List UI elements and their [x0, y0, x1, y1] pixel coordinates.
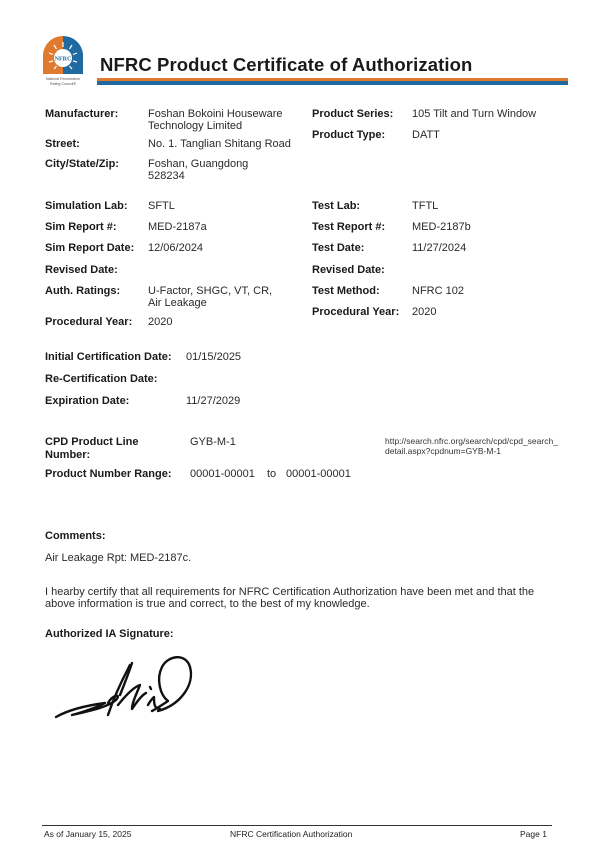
sim-report-label: Sim Report #: — [45, 221, 117, 233]
simulation-lab-value: SFTL — [148, 200, 175, 212]
nfrc-logo — [40, 34, 86, 88]
test-procedural-year-label: Procedural Year: — [312, 306, 400, 318]
range-to-value: 00001-00001 — [286, 468, 351, 480]
recertification-label: Re-Certification Date: — [45, 373, 158, 385]
cpd-url-line1[interactable]: http://search.nfrc.org/search/cpd/cpd_search_ — [385, 436, 558, 446]
city-value-line2: 528234 — [148, 170, 185, 182]
signature-image — [50, 645, 200, 725]
cpd-line-label-line1: CPD Product Line — [45, 436, 139, 448]
auth-ratings-value-line1: U-Factor, SHGC, VT, CR, — [148, 285, 273, 297]
sim-procedural-year-label: Procedural Year: — [45, 316, 133, 328]
sim-report-value: MED-2187a — [148, 221, 207, 233]
signature-label: Authorized IA Signature: — [45, 628, 174, 640]
test-method-value: NFRC 102 — [412, 285, 464, 297]
test-revised-date-label: Revised Date: — [312, 264, 385, 276]
footer-page-number: Page 1 — [520, 829, 547, 839]
sim-revised-date-label: Revised Date: — [45, 264, 118, 276]
test-date-label: Test Date: — [312, 242, 365, 254]
initial-certification-label: Initial Certification Date: — [45, 351, 172, 363]
test-method-label: Test Method: — [312, 285, 380, 297]
range-from-value: 00001-00001 — [190, 468, 255, 480]
street-value: No. 1. Tanglian Shitang Road — [148, 138, 291, 150]
simulation-lab-label: Simulation Lab: — [45, 200, 128, 212]
signature-icon — [50, 645, 200, 725]
svg-text:Rating Council®: Rating Council® — [49, 82, 77, 86]
auth-ratings-value-line2: Air Leakage — [148, 297, 207, 309]
sim-procedural-year-value: 2020 — [148, 316, 173, 328]
product-series-value: 105 Tilt and Turn Window — [412, 108, 537, 120]
footer-date: As of January 15, 2025 — [44, 829, 132, 839]
cpd-url-line2[interactable]: detail.aspx?cpdnum=GYB-M-1 — [385, 446, 501, 456]
comments-label: Comments: — [45, 530, 106, 542]
city-value-line1: Foshan, Guangdong — [148, 158, 249, 170]
certify-statement-line2: above information is true and correct, to the best of my knowledge. — [45, 598, 370, 610]
cpd-url-link[interactable] — [385, 436, 558, 456]
expiration-value: 11/27/2029 — [186, 395, 241, 407]
range-to-word: to — [267, 468, 277, 480]
nfrc-logo-icon — [40, 34, 86, 88]
test-date-value: 11/27/2024 — [412, 242, 467, 254]
cpd-line-number-value: GYB-M-1 — [190, 436, 236, 448]
product-number-range-label: Product Number Range: — [45, 468, 172, 480]
street-label: Street: — [45, 138, 80, 150]
city-label: City/State/Zip: — [45, 158, 119, 170]
manufacturer-value-line2: Technology Limited — [148, 120, 243, 132]
cpd-line-label-line2: Number: — [45, 449, 91, 461]
comments-text: Air Leakage Rpt: MED-2187c. — [45, 552, 192, 564]
test-lab-value: TFTL — [412, 200, 439, 212]
svg-text:National Fenestration: National Fenestration — [45, 77, 81, 81]
test-lab-label: Test Lab: — [312, 200, 361, 212]
test-report-value: MED-2187b — [412, 221, 471, 233]
page-title: NFRC Product Certificate of Authorization — [100, 54, 473, 75]
test-procedural-year-value: 2020 — [412, 306, 437, 318]
header-rule-blue — [97, 81, 568, 85]
manufacturer-label: Manufacturer: — [45, 108, 119, 120]
footer-divider — [42, 825, 552, 826]
expiration-label: Expiration Date: — [45, 395, 130, 407]
manufacturer-value-line1: Foshan Bokoini Houseware — [148, 108, 283, 120]
auth-ratings-label: Auth. Ratings: — [45, 285, 121, 297]
test-report-label: Test Report #: — [312, 221, 386, 233]
svg-text:NFRC: NFRC — [54, 56, 72, 63]
footer-title: NFRC Certification Authorization — [230, 829, 353, 839]
sim-report-date-label: Sim Report Date: — [45, 242, 135, 254]
product-series-label: Product Series: — [312, 108, 394, 120]
certify-statement-line1: I hearby certify that all requirements for NFRC Certification Authorization have been met and that the — [45, 586, 535, 598]
initial-certification-value: 01/15/2025 — [186, 351, 242, 363]
product-type-value: DATT — [412, 129, 440, 141]
product-type-label: Product Type: — [312, 129, 386, 141]
sim-report-date-value: 12/06/2024 — [148, 242, 204, 254]
